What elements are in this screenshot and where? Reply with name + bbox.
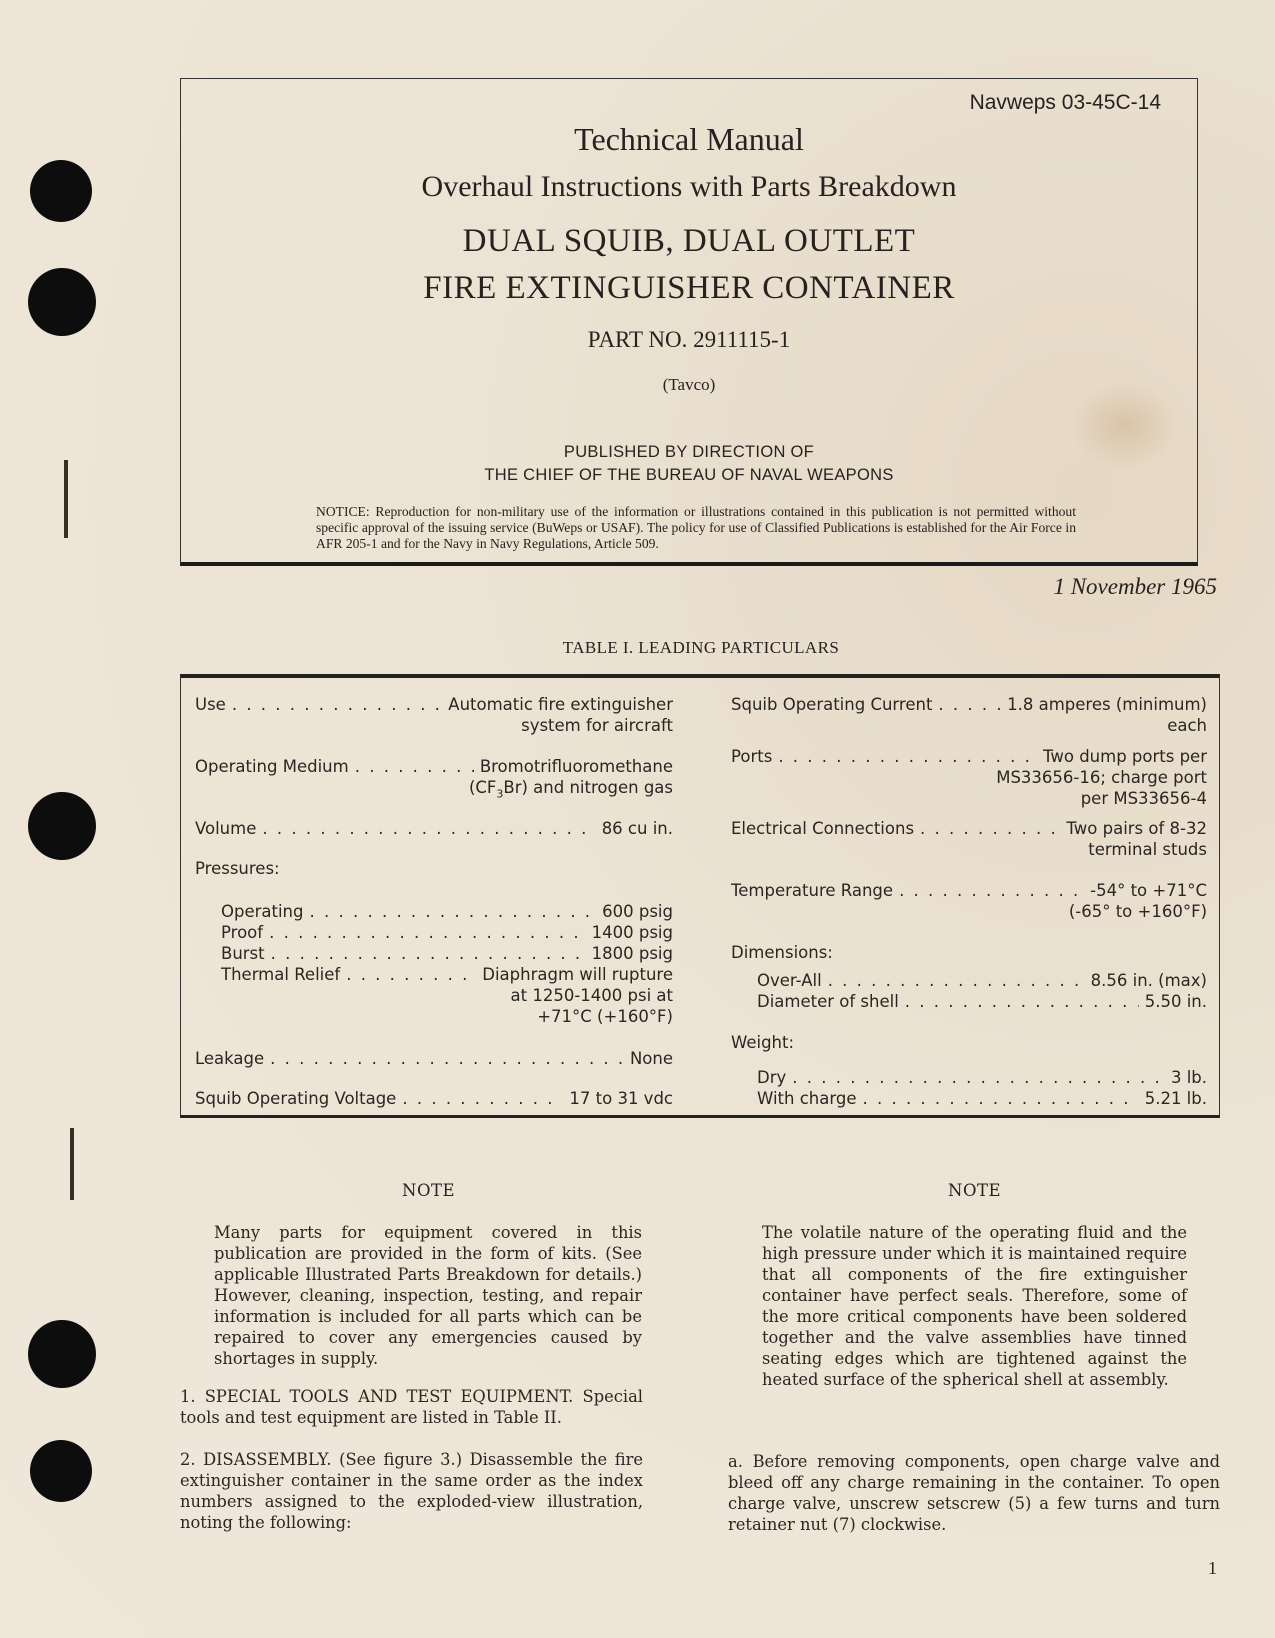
binder-mark [64,460,68,538]
punch-hole [28,1320,96,1388]
punch-hole [28,792,96,860]
table-cell: per MS33656-4 [1080,789,1207,808]
note-heading: NOTE [402,1181,456,1200]
table-cell: terminal studs [1088,840,1207,859]
title-block [180,78,1198,566]
publication-date: 1 November 1965 [1053,574,1217,599]
punch-hole [30,160,92,222]
punch-hole [30,1440,92,1502]
part-number: PART NO. 2911115-1 [587,327,791,352]
table-cell: +71°C (+160°F) [537,1007,673,1026]
punch-hole [28,268,96,336]
table-row: With charge . . . 5.21 lb. [757,1088,1207,1109]
manual-subtitle: Overhaul Instructions with Parts Breakdown [421,170,957,203]
table-cell: MS33656-16; charge port [996,768,1207,787]
table-row: Squib Operating Voltage . . . 17 to 31 vdc [195,1088,673,1109]
table-row: Diameter of shell . . . 5.50 in. [757,991,1207,1012]
table-row: Squib Operating Current . . . 1.8 amperes (minimum) [731,694,1207,715]
table-section-label: Dimensions: [731,943,833,962]
equipment-title-line2: FIRE EXTINGUISHER CONTAINER [423,270,955,306]
table-title: TABLE I. LEADING PARTICULARS [562,638,840,657]
document-number: Navweps 03-45C-14 [969,91,1161,114]
table-cell: each [1167,716,1207,735]
table-row: Burst . . . 1800 psig [221,943,673,964]
table-row: Use . . . Automatic fire extinguisher [195,694,673,715]
binder-mark [70,1128,74,1200]
equipment-title-line1: DUAL SQUIB, DUAL OUTLET [462,223,916,259]
table-cell: system for aircraft [521,716,673,735]
leading-particulars-table [180,674,1220,1118]
notice-paragraph: NOTICE: Reproduction for non-military use of the information or illustrations contained in this publication is not permitted without specific approval of the issuing service (BuWeps or USAF). The policy for use of Classified Publications is established for the Air Force in AFR 205-1 and for the Navy in Navy Regulations, Article 509. [316,504,1076,551]
table-row: Volume . . . 86 cu in. [195,818,673,839]
table-row: Temperature Range . . . -54° to +71°C [731,880,1207,901]
table-row: Thermal Relief . . . Diaphragm will rupture [221,964,673,985]
table-row: Leakage . . . None [195,1048,673,1069]
table-row: Operating . . . 600 psig [221,901,673,922]
table-row: Proof . . . 1400 psig [221,922,673,943]
table-section-label: Pressures: [195,859,280,878]
table-section-label: Weight: [731,1033,795,1052]
manual-type: Technical Manual [574,121,804,157]
paragraph-disassembly: 2. DISASSEMBLY. (See figure 3.) Disassemble the fire extinguisher container in the same order as the index numbers assigned to the exploded-view illustration, noting the following: [180,1450,643,1532]
page-number: 1 [1208,1558,1217,1578]
table-cell: at 1250-1400 psi at [510,986,673,1005]
note-body: The volatile nature of the operating fluid and the high pressure under which it is maintained require that all components of the fire extinguisher container have perfect seals. Therefore, some of the more critical components have been soldered together and the valve assemblies have tinned seating edges which are tightened against the heated surface of the spherical shell at assembly. [762,1223,1187,1389]
publisher-statement: PUBLISHED BY DIRECTION OF THE CHIEF OF THE BUREAU OF NAVAL WEAPONS [484,443,894,484]
table-row: Dry . . . 3 lb. [757,1067,1207,1088]
paragraph-step-a: a. Before removing components, open charge valve and bleed off any charge remaining in the container. To open charge valve, unscrew setscrew (5) a few turns and turn retainer nut (7) clockwise. [728,1452,1220,1534]
note-heading: NOTE [948,1181,1002,1200]
table-row: Ports . . . Two dump ports per [731,746,1207,767]
table-row: Electrical Connections . . . Two pairs of 8-32 [731,818,1207,839]
table-row: Over-All . . . 8.56 in. (max) [757,970,1207,991]
paragraph-special-tools: 1. SPECIAL TOOLS AND TEST EQUIPMENT. Special tools and test equipment are listed in Table II. [180,1387,643,1427]
note-body: Many parts for equipment covered in this publication are provided in the form of kits. (See applicable Illustrated Parts Breakdown for details.) However, cleaning, inspection, testing, and repair information is included for all parts which can be repaired to cover any emergencies caused by shortages in supply. [214,1223,642,1368]
table-cell: $(CF_3Br)$ and nitrogen gas [468,778,673,801]
table-row: Operating Medium . . . Bromotrifluoromethane [195,756,673,777]
table-cell: (-65° to +160°F) [1068,902,1207,921]
manufacturer: (Tavco) [662,375,716,394]
